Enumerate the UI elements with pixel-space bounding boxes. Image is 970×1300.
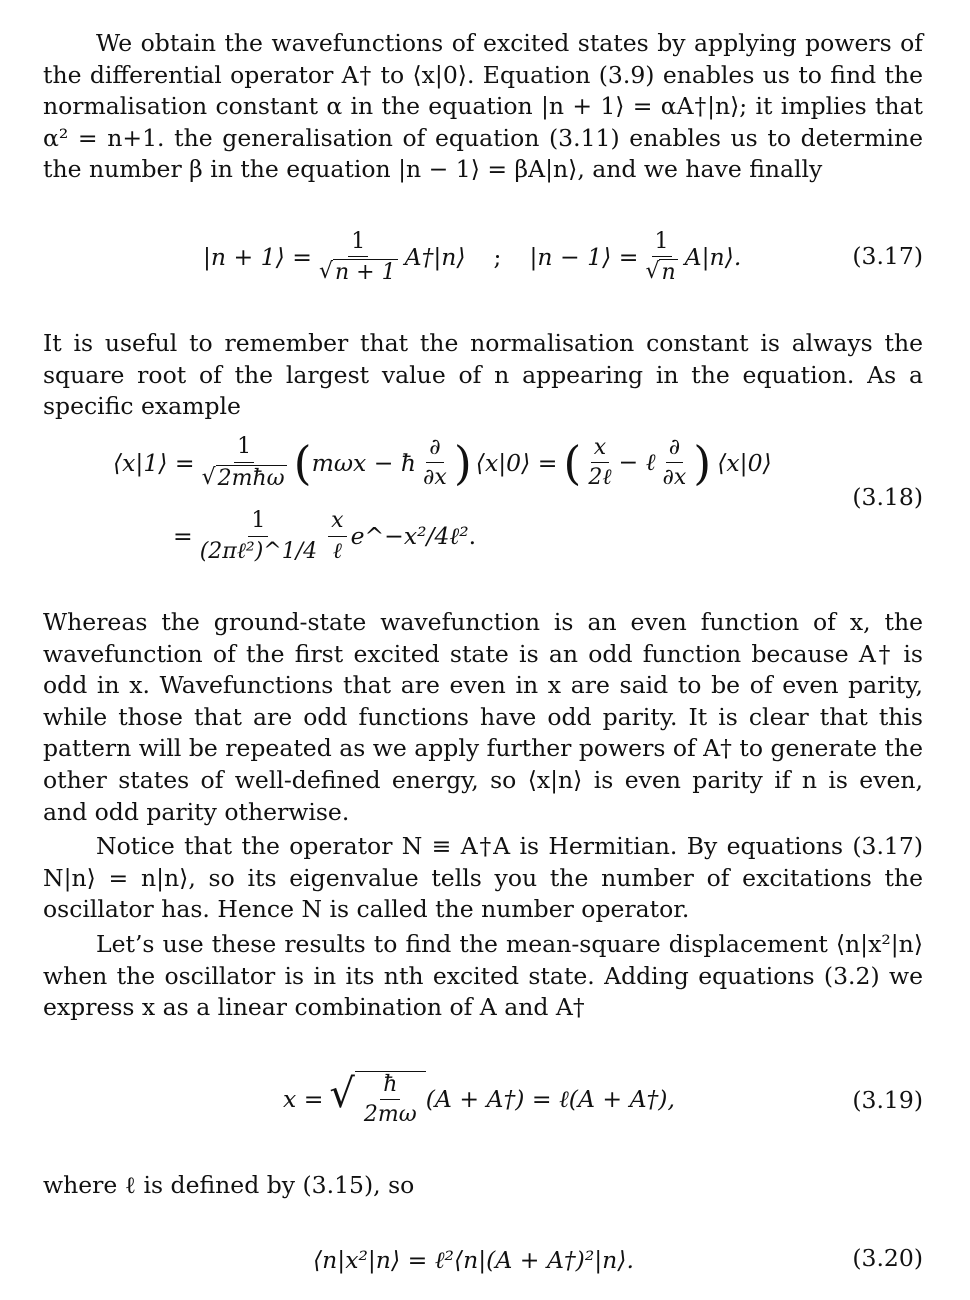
eq318-frac4	[328, 508, 346, 564]
equation-3-18	[43, 425, 923, 575]
eq317-lhs1: |n + 1⟩ =	[203, 243, 312, 271]
sqrt-symbol: √ n	[645, 259, 676, 285]
eq318-d-den: ∂x	[423, 465, 447, 490]
sqrt-symbol: √ $\frac{ħ}{2m\omega}$	[329, 1071, 425, 1128]
eq317-frac2-den: n	[661, 260, 676, 285]
eq317-frac2	[642, 229, 680, 286]
paragraph-5: Let’s use these results to find the mean-square displacement ⟨n|x²|n⟩ when the oscillator is in its nth excited state. Adding equations (3.2) we express x as a linear combination of A and A†	[43, 930, 923, 1022]
sqrt-symbol: √ 2mħω	[201, 464, 285, 491]
paragraph-4: Notice that the operator N ≡ A†A is Hermitian. By equations (3.17) N|n⟩ = n|n⟩, so its eigenvalue tells you the number of excitations the oscillator has. Hence N is called the number operator.	[43, 832, 923, 924]
equation-3-19	[43, 1064, 923, 1134]
equation-3-17	[43, 222, 923, 292]
eq318-frac2	[585, 435, 614, 491]
eq318-f2-den: 2ℓ	[588, 465, 612, 490]
eq318-lhs: ⟨x|1⟩ =	[113, 448, 195, 477]
eq318-d-num: ∂	[426, 435, 443, 463]
eq319-frac	[361, 1072, 420, 1128]
eq318-f2-num: x	[591, 435, 609, 463]
eq317-rhs1: A†|n⟩	[404, 243, 466, 271]
eq317-number: (3.17)	[852, 242, 923, 270]
eq317-frac2-num: 1	[652, 229, 672, 257]
eq319-num: ħ	[380, 1072, 400, 1100]
eq318-f4-num: x	[328, 508, 346, 536]
eq318-d2-den: ∂x	[662, 465, 687, 490]
eq318-number: (3.18)	[852, 483, 923, 511]
eq317-lhs2: |n − 1⟩ =	[529, 243, 639, 271]
eq318-f1-num: 1	[234, 434, 254, 462]
eq318-f3-den: (2πℓ²)^1/4	[199, 538, 318, 564]
eq318-deriv1	[420, 435, 450, 491]
eq319-lhs: x =	[283, 1085, 324, 1113]
eq317-frac1-den: n + 1	[335, 260, 396, 285]
eq318-paren1: mωx − ħ	[311, 448, 417, 477]
sqrt-symbol: √ n + 1	[318, 259, 396, 285]
eq318-frac3	[197, 508, 320, 564]
eq317-rhs2: A|n⟩.	[684, 243, 742, 271]
eq318-d2-num: ∂	[666, 435, 683, 463]
paragraph-6: where ℓ is defined by (3.15), so	[43, 1171, 415, 1199]
eq319-radicand	[355, 1071, 426, 1128]
eq318-exp: e^−x²/4ℓ²	[350, 521, 469, 550]
eq318-deriv2	[660, 435, 690, 491]
eq319-rhs: (A + A†) = ℓ(A + A†),	[425, 1084, 675, 1113]
eq318-tail: ⟨x|0⟩	[717, 448, 772, 477]
paragraph-3: Whereas the ground-state wavefunction is an even function of x, the wavefunction of the first excited state is an odd function because A† is odd in x. Wavefunctions that are even in x are said to be of even parity, while those that are odd functions have odd parity. It is clear that this pattern will be repeated as we apply further powers of A† to generate the other states of well-defined energy, so ⟨x|n⟩ is even parity if n is even, and odd parity otherwise.	[43, 608, 923, 826]
eq318-mid: ⟨x|0⟩ =	[475, 448, 558, 477]
left-paren: (	[563, 435, 582, 490]
paragraph-1: We obtain the wavefunctions of excited states by applying powers of the differential operator A† to ⟨x|0⟩. Equation (3.9) enables us to find the normalisation constant α in the equation |n + 1⟩ = αA†|n⟩; it implies that α² = n+1. the generalisation of equation (3.11) enables us to determine the number β in the equation |n − 1⟩ = βA|n⟩, and we have finally	[43, 29, 923, 184]
eq318-f4-den: ℓ	[332, 538, 342, 564]
eq319-den: 2mω	[363, 1102, 417, 1127]
eq318-frac1	[199, 434, 290, 491]
eq317-frac1-den-wrap	[316, 257, 401, 285]
eq318-f3-num: 1	[248, 508, 268, 536]
eq318-minus: − ℓ	[618, 448, 656, 476]
eq317-frac1	[316, 229, 401, 286]
eq318-f1-den: 2mħω	[217, 465, 285, 491]
eq320-body: ⟨n|x²|n⟩ = ℓ²⟨n|(A + A†)²|n⟩.	[313, 1245, 634, 1274]
paragraph-2: It is useful to remember that the normalisation constant is always the square root of the largest value of n appearing in the equation. As a specific example	[43, 329, 923, 421]
eq318-dot: .	[468, 522, 477, 550]
eq318-f1-den-wrap	[199, 463, 290, 491]
eq320-number: (3.20)	[852, 1244, 923, 1272]
right-paren: )	[693, 435, 712, 490]
eq317-sep: ;	[493, 243, 502, 271]
eq318-eq2: =	[173, 522, 193, 550]
eq319-number: (3.19)	[852, 1086, 923, 1114]
eq317-frac2-den-wrap	[642, 257, 680, 285]
right-paren: )	[453, 435, 472, 490]
equation-3-20	[43, 1240, 923, 1280]
left-paren: (	[293, 435, 312, 490]
eq317-frac1-num: 1	[348, 229, 368, 257]
